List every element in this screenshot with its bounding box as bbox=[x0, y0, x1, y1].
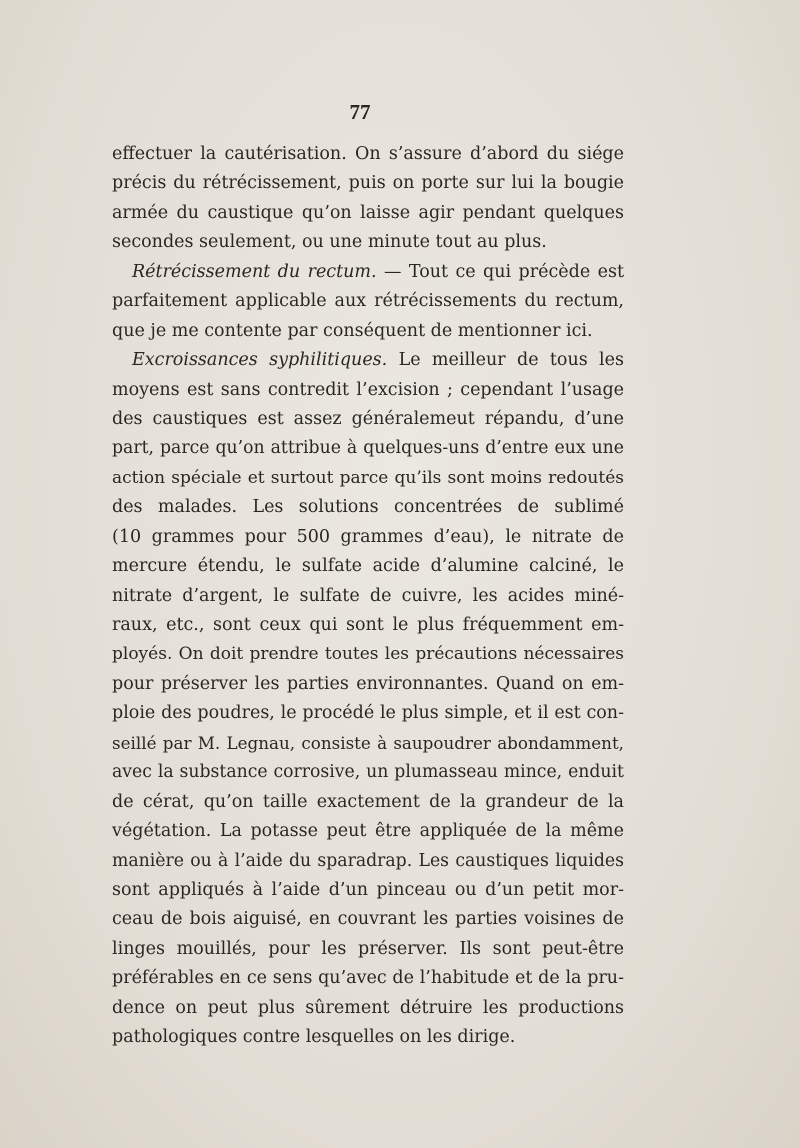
text-line: des malades. Les solutions concentrées de sublimé bbox=[112, 497, 624, 518]
text-line: sont appliqués à l’aide d’un pinceau ou d’un petit mor- bbox=[112, 879, 624, 900]
text-line: manière ou à l’aide du sparadrap. Les caustiques liquides bbox=[112, 850, 624, 871]
text-line: préférables en ce sens qu’avec de l’habitude et de la pru- bbox=[112, 968, 624, 989]
text-line: mercure étendu, le sulfate acide d’alumine calciné, le bbox=[112, 556, 624, 577]
text-line: raux, etc., sont ceux qui sont le plus fréquemment em- bbox=[112, 615, 624, 635]
page-number: 77 bbox=[349, 100, 371, 124]
text-line: des caustiques est assez généralemeut répandu, d’une bbox=[112, 408, 624, 429]
text-line: linges mouillés, pour les préserver. Ils sont peut-être bbox=[112, 938, 624, 959]
text-line: nitrate d’argent, le sulfate de cuivre, les acides miné- bbox=[112, 585, 624, 606]
section-heading-line: Rétrécissement du rectum. — Tout ce qui précède est bbox=[132, 261, 624, 282]
text-line: ceau de bois aiguisé, en couvrant les parties voisines de bbox=[112, 909, 624, 930]
text-line: ployés. On doit prendre toutes les précautions nécessaires bbox=[112, 644, 624, 665]
text-line: effectuer la cautérisation. On s’assure d’abord du siége bbox=[112, 144, 624, 164]
text-line: parfaitement applicable aux rétrécissements du rectum, bbox=[112, 291, 624, 312]
section-title-excroissances: Excroissances syphilitiques. bbox=[132, 350, 388, 371]
section-heading-line: Excroissances syphilitiques. Le meilleur de tous les bbox=[132, 350, 624, 371]
text-line: part, parce qu’on attribue à quelques-uns d’entre eux une bbox=[112, 438, 624, 459]
body-text bbox=[112, 140, 624, 1053]
text-line: que je me contente par conséquent de mentionner ici. bbox=[112, 320, 593, 341]
text-line: précis du rétrécissement, puis on porte sur lui la bougie bbox=[112, 173, 624, 194]
text-line: action spéciale et surtout parce qu’ils sont moins redoutés bbox=[112, 467, 624, 488]
text-line: pathologiques contre lesquelles on les dirige. bbox=[112, 1027, 516, 1048]
text-line: armée du caustique qu’on laisse agir pendant quelques bbox=[112, 202, 624, 223]
text-line: pour préserver les parties environnantes. Quand on em- bbox=[112, 673, 624, 694]
text-line: seillé par M. Legnau, consiste à saupoudrer abondamment, bbox=[112, 732, 624, 753]
section-title-retrecissement-rectum: Rétrécissement du rectum. bbox=[132, 261, 377, 282]
text-line: (10 grammes pour 500 grammes d’eau), le nitrate de bbox=[112, 526, 624, 547]
text-line: de cérat, qu’on taille exactement de la grandeur de la bbox=[112, 791, 624, 812]
text-line: secondes seulement, ou une minute tout au plus. bbox=[112, 232, 547, 253]
text-line: ploie des poudres, le procédé le plus simple, et il est con- bbox=[112, 703, 624, 724]
text-line: dence on peut plus sûrement détruire les productions bbox=[112, 997, 624, 1018]
text-line: moyens est sans contredit l’excision ; cependant l’usage bbox=[112, 379, 624, 400]
text-line: végétation. La potasse peut être appliquée de la même bbox=[112, 821, 624, 842]
text-line: avec la substance corrosive, un plumasseau mince, enduit bbox=[112, 762, 624, 783]
